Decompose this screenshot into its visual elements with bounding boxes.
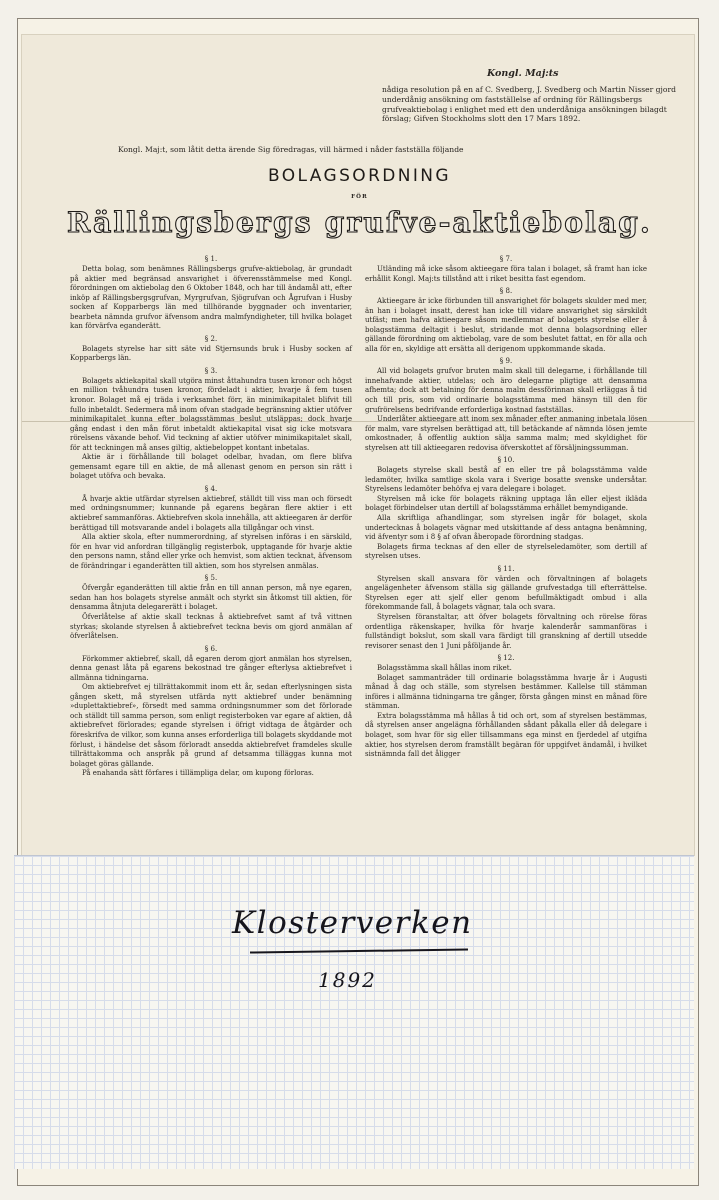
paragraph: Detta bolag, som benämnes Rällingsbergs grufve-aktiebolag, är grundadt på aktier med begränsad ansvarighet i öfverensstämmelse med Kongl. förordningen om aktiebolag den 6 Oktober 1848, och har till ändamål att, efter inköp af Rällingsbergsgrufvan, Myrgrufvan, Sjögrufvan och Ågrufvan i Husby socken af Kopparbergs län med tillhörande byggnader och inventarier, bearbeta nämnda grufvor äfvensom andra malmfyndigheter, till hvilka bolaget kan förvärfva eganderätt. — [70, 265, 352, 331]
section-number: § 11. — [497, 564, 515, 573]
paragraph: Utländing må icke såsom aktieegare föra talan i bolaget, så framt han icke erhållit Kongl. Maj:ts tillstånd att i riket besitta fast egendom. — [365, 265, 647, 283]
paragraph: Bolagets firma tecknas af den eller de styrelseledamöter, som dertill af styrelsen utses. — [365, 542, 647, 561]
paragraph: Bolagets styrelse skall bestå af en eller tre på bolagsstämma valde ledamöter, hvilka samtlige skola vara i Sverige bosatte svenske undersåtar. Styrelsens ledamöter behöfva ej vara delegare i bolaget. — [365, 466, 647, 494]
company-name: Rällingsbergs grufve-aktiebolag. — [66, 206, 653, 239]
intro-heading: Kongl. Maj:ts — [487, 68, 559, 79]
paragraph: Öfvergår eganderätten till aktie från en till annan person, må nye egaren, sedan han hos bolagets styrelse anmält och styrkt sin åtkomst till aktien, för densamma åtnjuta delegarerätt i bolaget. — [70, 584, 352, 612]
paragraph: Bolagsstämma skall hållas inom riket. — [377, 664, 512, 673]
paragraph: Å hvarje aktie utfärdar styrelsen aktiebref, ställdt till viss man och försedt med ordningsnummer; kunnande på egarens begäran flere aktier i ett aktiebref sammanföras. Aktiebrefven skola innehålla, att aktieegaren är derför berättigad till motsvarande andel i bolagets alla tillgångar och vinst. — [70, 494, 352, 532]
paragraph: Öfverlåtelse af aktie skall tecknas å aktiebrefvet samt af två vittnen styrkas; skolande styrelsen å aktiebrefvet teckna bevis om gjord anmälan af öfverlåtelsen. — [70, 612, 352, 641]
paragraph: Aktie är i förhållande till bolaget odelbar, hvadan, om flere blifva gemensamt egare till en aktie, de må allenast genom en person sin rätt i bolaget utöfva och bevaka. — [70, 453, 352, 481]
paragraph: Underlåter aktieegare att inom sex månader efter anmaning inbetala lösen för malm, vare styrelsen berättigad att, till betäckande af nämnda lösen jemte omkostnader, å offentlig auktion sälja samma malm; med skyldighet för styrelsen att till aktieegaren redovisa öfverskottet af försäljningssumman. — [365, 415, 647, 452]
section-number: § 9. — [499, 357, 513, 366]
paragraph: Bolaget sammanträder till ordinarie bolagsstämma hvarje år i Augusti månad å dag och ställe, som styrelsen bestämmer. Kallelse till stämman införes i allmänna tidningarna tre gånger, första gången minst en månad före stämman. — [365, 673, 647, 711]
right-column — [365, 252, 647, 760]
section-number: § 6. — [204, 644, 218, 653]
section-number: § 1. — [204, 255, 218, 263]
document-title: BOLAGSORDNING — [267, 166, 451, 186]
section-number: § 3. — [204, 366, 218, 375]
paragraph: Bolagets aktiekapital skall utgöra minst åttahundra tusen kronor och högst en million tvåhundra tusen kronor, fördeladt i aktier, hvarje å fem tusen kronor. Bolaget må ej träda i verksamhet förr, än minimikapitalet blifvit till fullo inbetaldt. Sedermera må inom ofvan stadgade begränsning aktier utöfver minimikapitalet kunna efter bolagsstämmas beslut utsläppas; dock hvarje gång endast i den mån förut inbetaldt aktiekapital visat sig icke motsvara rörelsens växande behof. Vid teckning af aktier utöfver minimikapitalet skall, för att teckningen må anses giltig, aktiebeloppet kontant inbetalas. — [70, 376, 352, 452]
section-number: § 2. — [204, 334, 218, 343]
paragraph: Alla skriftliga afhandlingar, som styrelsen ingår för bolaget, skola undertecknas å bolagets vägnar med utskittande af dess antagna benämning, vid äfventyr som i 8 § af ofvan åberopade förordning stadgas. — [365, 514, 647, 542]
section-number: § 8. — [499, 287, 513, 296]
paragraph: Styrelsen må icke för bolagets räkning upptaga lån eller eljest ikläda bolaget förbindelser utan dertill af bolagsstämma erhållet bemyndigande. — [365, 494, 647, 513]
paragraph: Förkommer aktiebref, skall, då egaren derom gjort anmälan hos styrelsen, denna genast låta på egarens bekostnad tre gånger efterlysa aktiebrefvet i allmänna tidningarna. — [70, 654, 352, 682]
paragraph: Styrelsen föranstaltar, att öfver bolagets förvaltning och rörelse föras ordentliga räkenskaper, hvilka för hvarje kalenderår sammanföras i fullständigt bokslut, som skall vara färdigt till granskning af dertill utsedde revisorer senast den 1 Juni påföljande år. — [365, 612, 647, 650]
intro-resolution: nådiga resolution på en af C. Svedberg, J. Svedberg och Martin Nisser gjord underdånig ansökning om fastställelse af ordning för Rällingsbergs grufveaktiebolag i enlighet med ett den underdåniga ansökningen bilagdt förslag; Gifven Stockholms slott den 17 Mars 1892. — [382, 85, 676, 124]
paragraph: Aktieegare är icke förbunden till ansvarighet för bolagets skulder med mer, än han i bolaget insatt, derest han icke till vidare ansvarighet sig särskildt utfäst; men hafva aktieegare såsom medlemmar af bolagets styrelse eller å bolagsstämma deltagit i beslut, stridande mot denna bolagsordning eller gällande förordning om aktiebolag, vare de som beslutet fattat, en för alla och alla för en, skyldige att ersätta all derigenom uppkommande skada. — [365, 297, 647, 353]
paragraph: Bolagets styrelse har sitt säte vid Stjernsunds bruk i Husby socken af Kopparbergs län. — [70, 344, 352, 363]
section-number: § 10. — [497, 456, 515, 465]
paragraph: Om aktiebrefvet ej tillrättakommit inom ett år, sedan efterlysningen sista gången skett, må styrelsen utfärda nytt aktiebref under benämning »duplettaktiebref», försedt med samma ordningsnummer som det förlorade och ställdt till samma person, som enligt registerboken var egare af aktien, då aktiebrefvet förlorades; egande styrelsen i öfrigt vidtaga de åtgärder och föreskrifva de vilkor, som kunna anses erforderliga till bolagets skyddande mot förlust, i händelse det såsom förloradt ansedda aktiebrefvet framdeles skulle tillrättakomma och anspråk på grund af detsamma tilläggas kunna mot bolaget göras gällande. — [70, 683, 352, 768]
paragraph: På enahanda sätt förfares i tillämpliga delar, om kupong förloras. — [82, 769, 314, 778]
left-column — [70, 252, 352, 779]
paragraph: Extra bolagsstämma må hållas å tid och ort, som af styrelsen bestämmas, då styrelsen anser angelägna förhållanden sådant påkalla eller då delegare i bolaget, som hvar för sig eller tillsammans ega minst en fjerdedel af utgifna aktier, hos styrelsen derom framställt begäran för uppgifvet ändamål, i hvilket sistnämnda fall det åligger — [365, 711, 647, 759]
paragraph: All vid bolagets grufvor bruten malm skall till delegarne, i förhållande till innehafvande aktier, utdelas; och äro delegarne pligtige att densamma afhemta; dock att betalning för denna malm dessförinnan skall erläggas å tid och till pris, som vid ordinarie bolagsstämma med hänsyn till den för grufrörelsens bedrifvande erforderliga kostnad fastställas. — [365, 367, 647, 414]
grid-paper-label — [14, 855, 694, 1169]
handwritten-year: 1892 — [318, 968, 377, 992]
handwritten-label: Klosterverken — [232, 905, 473, 941]
paragraph: Styrelsen skall ansvara för värden och förvaltningen af bolagets angelägenheter äfvensom ställa sig gällande grufvestadga till efterrättelse. Styrelsen eger att sjelf eller genom befullmäktigadt ombud i alla förekommande fall, å bolagets vägnar, tala och svara. — [365, 574, 647, 612]
section-number: § 4. — [204, 484, 218, 493]
intro-statement: Kongl. Maj:t, som låtit detta ärende Sig föredragas, vill härmed i nåder fastställa följande — [118, 145, 464, 154]
section-number: § 7. — [499, 255, 513, 263]
section-number: § 12. — [497, 654, 515, 663]
section-number: § 5. — [204, 574, 218, 583]
title-for-word: FÖR — [351, 194, 368, 200]
paragraph: Alla aktier skola, efter nummerordning, af styrelsen införas i en särskild, för en hvar vid anfordran tillgänglig registerbok, upptagande för hvarje aktie den persons namn, stånd eller yrke och hemvist, som aktien tecknat, äfvensom de förändringar i eganderätten till aktien, som hos styrelsen anmälas. — [70, 533, 352, 570]
